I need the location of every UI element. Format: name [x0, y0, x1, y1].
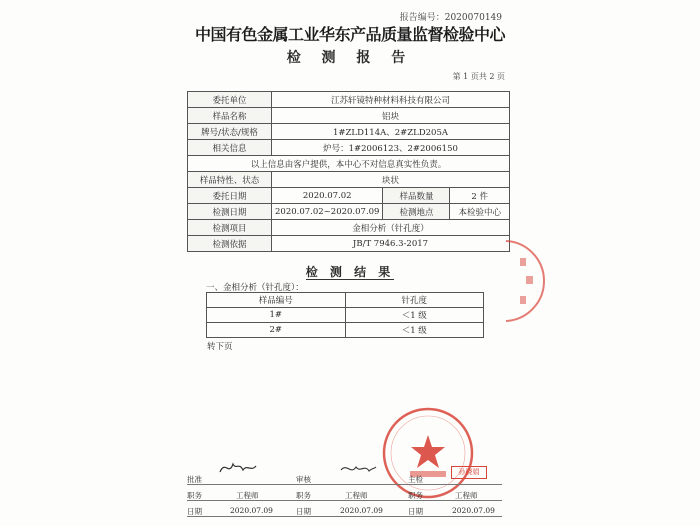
review-position: 工程师	[345, 491, 368, 500]
name-stamp: 孙晓娟	[451, 466, 487, 479]
review-date-label: 日期	[296, 507, 311, 516]
entrust-date-label: 委托日期	[188, 188, 272, 204]
test-item-value: 金相分析（针孔度）	[272, 220, 510, 236]
organization-title: 中国有色金属工业华东产品质量监督检验中心	[194, 25, 505, 44]
grade-value: 1#ZLD114A、2#ZLD205A	[272, 124, 510, 140]
footer-divider	[187, 516, 502, 517]
continued-note: 转下页	[207, 342, 233, 352]
review-date: 2020.07.09	[340, 506, 383, 515]
table-row	[207, 308, 484, 323]
approver-signature-icon	[217, 458, 259, 478]
quantity-label: 样品数量	[383, 188, 450, 204]
footer-divider	[187, 484, 502, 485]
main-position-label: 职务	[408, 491, 423, 500]
pinhole-cell: ＜1 级	[345, 308, 484, 323]
entrust-date-value: 2020.07.02	[272, 188, 383, 204]
sample-name-label: 样品名称	[188, 108, 272, 124]
table-row	[188, 124, 510, 140]
approve-date-label: 日期	[187, 507, 202, 516]
client-label: 委托单位	[188, 92, 272, 108]
approve-position: 工程师	[236, 491, 259, 500]
official-seal-icon	[380, 405, 476, 501]
table-row	[188, 236, 510, 252]
table-row	[188, 108, 510, 124]
client-value: 江苏轩镜特种材料科技有限公司	[272, 92, 510, 108]
header-sample-no: 样品编号	[207, 293, 346, 308]
related-info-value: 炉号：1#2006123、2#2006150	[272, 140, 510, 156]
edge-seal-icon	[506, 236, 546, 326]
table-row	[188, 204, 510, 220]
table-header-row	[207, 293, 484, 308]
test-item-label: 检测项目	[188, 220, 272, 236]
document-title: 检 测 报 告	[286, 50, 414, 66]
table-row	[188, 220, 510, 236]
review-position-label: 职务	[296, 491, 311, 500]
reviewer-signature-icon	[338, 460, 378, 478]
table-row	[188, 92, 510, 108]
report-number-value: 2020070149	[444, 13, 502, 23]
table-row	[188, 140, 510, 156]
test-place-value: 本检验中心	[450, 204, 510, 220]
results-table	[206, 292, 484, 338]
quantity-value: 2 件	[450, 188, 510, 204]
main-date: 2020.07.09	[452, 506, 495, 515]
related-info-label: 相关信息	[188, 140, 272, 156]
sample-no-cell: 2#	[207, 323, 346, 338]
test-date-label: 检测日期	[188, 204, 272, 220]
disclaimer: 以上信息由客户提供，本中心不对信息真实性负责。	[188, 156, 510, 172]
approve-label: 批准	[187, 475, 202, 484]
results-title	[0, 263, 700, 280]
sample-info-table	[187, 91, 510, 252]
approve-date: 2020.07.09	[230, 506, 273, 515]
header-pinhole: 针孔度	[345, 293, 484, 308]
table-row	[188, 188, 510, 204]
table-row	[188, 172, 510, 188]
main-test-label: 主检	[408, 475, 423, 484]
pinhole-cell: ＜1 级	[345, 323, 484, 338]
page-count: 第 1 页共 2 页	[452, 72, 505, 81]
sample-name-value: 铝块	[272, 108, 510, 124]
test-basis-value: JB/T 7946.3-2017	[272, 236, 510, 252]
report-number-label: 报告编号：	[399, 13, 445, 23]
test-place-label: 检测地点	[383, 204, 450, 220]
results-section-label: 一、金相分析（针孔度）：	[206, 283, 304, 293]
sample-no-cell: 1#	[207, 308, 346, 323]
approve-position-label: 职务	[187, 491, 202, 500]
main-position: 工程师	[455, 491, 478, 500]
test-date-value: 2020.07.02~2020.07.09	[272, 204, 383, 220]
feature-label: 样品特性、状态	[188, 172, 272, 188]
main-date-label: 日期	[408, 507, 423, 516]
table-row	[207, 323, 484, 338]
test-basis-label: 检测依据	[188, 236, 272, 252]
review-label: 审核	[296, 475, 311, 484]
table-row	[188, 156, 510, 172]
results-title-text: 检 测 结 果	[305, 265, 395, 279]
feature-value: 块状	[272, 172, 510, 188]
grade-label: 牌号/状态/规格	[188, 124, 272, 140]
